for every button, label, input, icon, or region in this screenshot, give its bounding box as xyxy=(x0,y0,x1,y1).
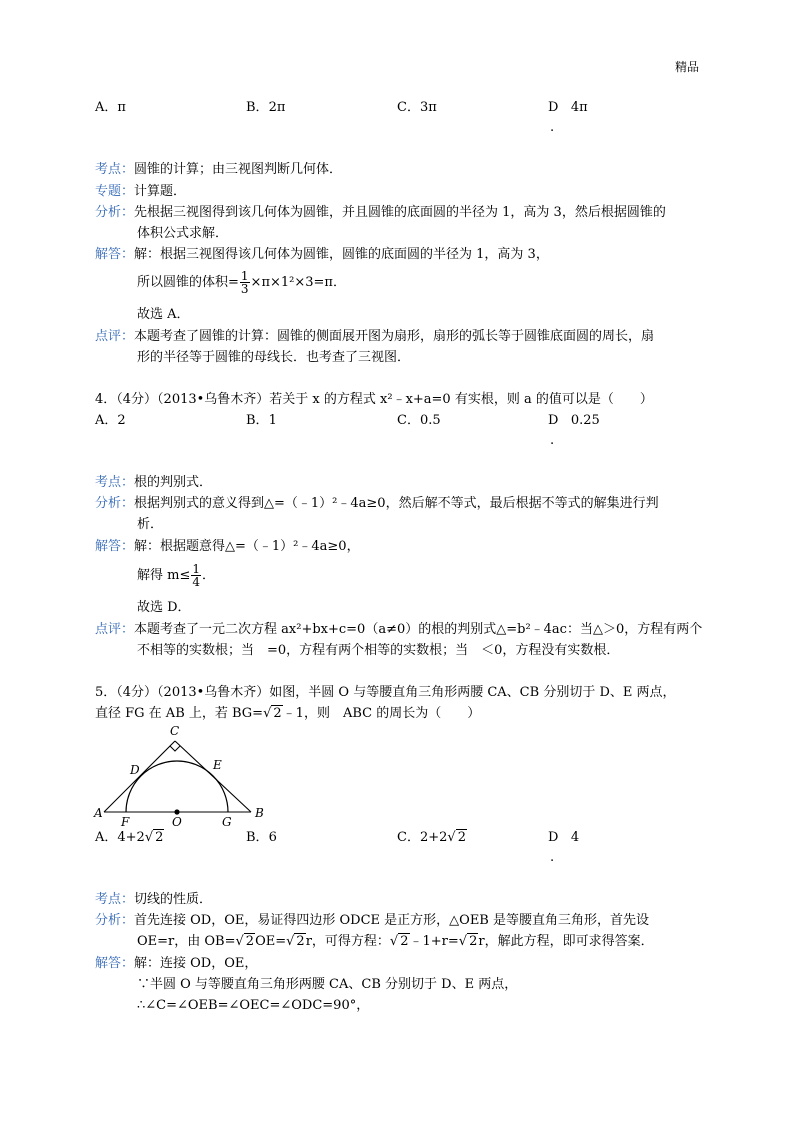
q5-figure xyxy=(92,722,268,830)
q5-option-b: B．6 xyxy=(246,830,277,845)
q5-jieda-line2: ∵半圆 O 与等腰直角三角形两腰 CA、CB 分别切于 D、E 两点， xyxy=(137,977,518,992)
label-f: F xyxy=(121,815,130,829)
q4-kaodian: 考点：根的判别式． xyxy=(95,475,213,490)
q3-option-b: B．2π xyxy=(246,100,286,115)
q4-option-a: A．2 xyxy=(95,413,126,428)
q5-fenxi: 分析：首先连接 OD，OE，易证得四边形 ODCE 是正方形，△OEB 是等腰直角三角形，首先设 xyxy=(95,913,649,928)
q4-option-d-dot: . xyxy=(550,433,555,448)
q3-zhuanti: 专题：计算题． xyxy=(95,184,187,199)
q4-stem: 4．（4分）（2013•乌鲁木齐）若关于 x 的方程式 x²﹣x+a=0 有实根，则 a 的值可以是（ ） xyxy=(95,392,653,407)
q3-kaodian: 考点：圆锥的计算；由三视图判断几何体． xyxy=(95,162,343,177)
fraction-one-fourth: $\frac{1}{4}$ xyxy=(192,562,200,589)
q3-fenxi: 分析：先根据三视图得到该几何体为圆锥，并且圆锥的底面圆的半径为 1，高为 3，然后根据圆锥的 xyxy=(95,205,666,220)
q3-jieda-volume: 所以圆锥的体积= $\frac{1}{3}$ ×π×1²×3=π． xyxy=(137,269,346,296)
q5-option-d: D 4 xyxy=(548,830,580,845)
q3-option-c: C．3π xyxy=(397,100,437,115)
q4-dianping-line2: 不相等的实数根；当 =0，方程有两个相等的实数根；当 ＜0，方程没有实数根． xyxy=(137,643,620,658)
q5-kaodian: 考点：切线的性质． xyxy=(95,892,213,907)
q5-stem: 5．（4分）（2013•乌鲁木齐）如图，半圆 O 与等腰直角三角形两腰 CA、CB 分别切于 D、E 两点， xyxy=(95,685,676,700)
q4-jieda: 解答：解：根据题意得△=（﹣1）²﹣4a≥0， xyxy=(95,539,360,554)
q4-jieda-solve: 解得 m≤ $\frac{1}{4}$ ． xyxy=(137,562,216,589)
q5-stem-line2: 直径 FG 在 AB 上，若 BG=√ 2﹣1，则 ABC 的周长为（ ） xyxy=(95,706,481,721)
q3-jieda: 解答：解：根据三视图得该几何体为圆锥，圆锥的底面圆的半径为 1，高为 3， xyxy=(95,247,549,262)
label-c: C xyxy=(170,724,180,738)
q3-option-d-dot: . xyxy=(550,120,555,135)
q3-option-d: D 4π xyxy=(548,100,588,115)
q4-option-b: B．1 xyxy=(246,413,277,428)
q5-option-d-dot: . xyxy=(550,850,555,865)
q3-dianping-line2: 形的半径等于圆锥的母线长．也考查了三视图． xyxy=(137,350,411,365)
q4-jieda-choice: 故选 D． xyxy=(137,600,191,615)
q4-option-d: D 0.25 xyxy=(548,413,600,428)
q5-option-a: A．4+2√ 2 xyxy=(95,830,164,845)
center-o-dot xyxy=(174,809,179,814)
q4-option-c: C．0.5 xyxy=(397,413,441,428)
label-d: D xyxy=(130,763,140,777)
q5-jieda: 解答：解：连接 OD，OE， xyxy=(95,956,258,971)
label-a: A xyxy=(94,806,103,820)
q5-fenxi-line2: OE=r，由 OB=√ 2OE=√ 2r，可得方程：√ 2﹣1+r=√ 2r，解此方程，即可求得答案． xyxy=(137,934,654,949)
q3-fenxi-line2: 体积公式求解． xyxy=(137,226,229,241)
q3-jieda-choice: 故选 A． xyxy=(137,307,190,322)
q3-option-a: A．π xyxy=(95,100,126,115)
label-g: G xyxy=(222,815,232,829)
label-e: E xyxy=(213,758,222,772)
q4-fenxi-line2: 析． xyxy=(137,517,164,532)
label-o: O xyxy=(172,815,182,829)
fraction-one-third: $\frac{1}{3}$ xyxy=(240,269,249,296)
q4-fenxi: 分析：根据判别式的意义得到△=（﹣1）²﹣4a≥0，然后解不等式，最后根据不等式的解集进行判 xyxy=(95,496,659,511)
q5-jieda-line3: ∴∠C=∠OEB=∠OEC=∠ODC=90°， xyxy=(137,998,370,1013)
q4-dianping: 点评：本题考查了一元二次方程 ax²+bx+c=0（a≠0）的根的判别式△=b²﹣4ac：当△＞0，方程有两个 xyxy=(95,622,703,637)
q5-option-c: C．2+2√ 2 xyxy=(397,830,466,845)
q3-dianping: 点评：本题考查了圆锥的计算：圆锥的侧面展开图为扇形，扇形的弧长等于圆锥底面圆的周长，扇 xyxy=(95,329,655,344)
right-angle-mark xyxy=(170,746,180,751)
header-tag: 精品 xyxy=(675,60,700,74)
label-b: B xyxy=(255,806,264,820)
